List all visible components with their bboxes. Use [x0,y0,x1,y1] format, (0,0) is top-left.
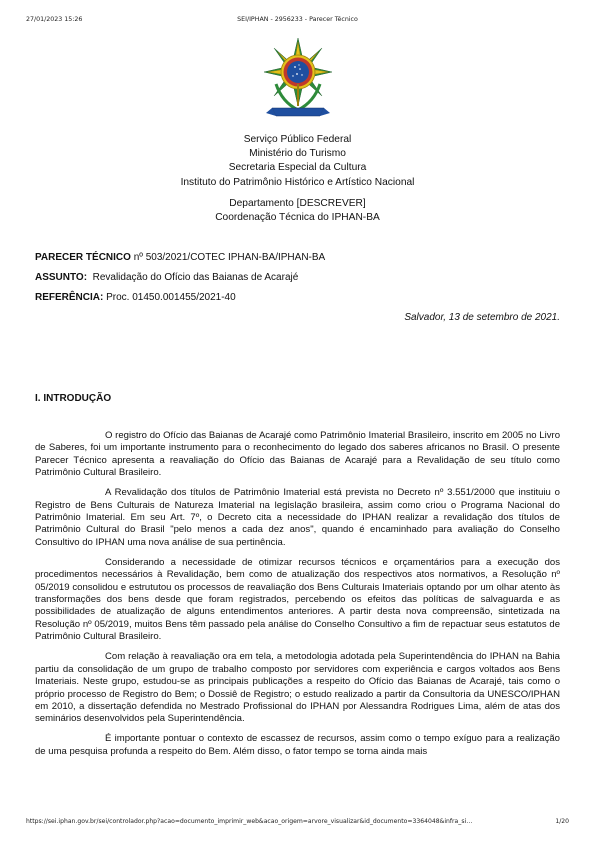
print-footer [26,818,569,828]
print-url: https://sei.iphan.gov.br/sei/controlador.php?acao=documento_imprimir_web&acao_origem=arvore_visualizar&id_documento=3364048&infra_si… [26,818,473,825]
referencia-value: Proc. 01450.001455/2021-40 [103,292,236,303]
referencia-line [35,292,236,303]
dateline: Salvador, 13 de setembro de 2021. [404,312,560,323]
brazil-coat-of-arms-icon [262,36,334,122]
organization-block [0,133,595,190]
org-line-2: Ministério do Turismo [249,148,346,160]
section-title: I. INTRODUÇÃO [35,393,112,404]
print-header [26,16,569,26]
department-block [0,197,595,225]
parecer-line [35,252,325,263]
paragraph: Com relação à reavaliação ora em tela, a metodologia adotada pela Superintendência do IPHAN na Bahia partiu da consolidação de um grupo de trabalho composto por servidores com experiência e cargos voltados aos Bens Imateriais. Neste grupo, estudou-se as principais publicações a respeito do Ofício das Baianas de Acarajé, tais como o próprio processo de Registro do Bem; o Dossiê de Registro; o estudo realizado a partir da Consultoria da UNESCO/IPHAN em 2010, a dissertação defendida no Mestrado Profissional do IPHAN por Alessandra Rodrigues Lima, além de atas dos seminários desenvolvidos pela Superintendência. [35,651,560,725]
assunto-line [35,272,298,283]
assunto-value: Revalidação do Ofício das Baianas de Acarajé [87,272,299,283]
dept-line-1: Departamento [DESCREVER] [229,198,366,209]
org-line-4: Instituto do Patrimônio Histórico e Artístico Nacional [180,176,415,188]
paragraph: É importante pontuar o contexto de escassez de recursos, assim como o tempo exíguo para a realização de uma pesquisa profunda a respeito do Bem. Além disso, o fator tempo se torna ainda mais [35,733,560,757]
dept-line-2: Coordenação Técnica do IPHAN-BA [215,212,380,224]
org-line-1: Serviço Público Federal [243,134,352,145]
parecer-value: nº 503/2021/COTEC IPHAN-BA/IPHAN-BA [130,252,326,263]
referencia-label: REFERÊNCIA: [35,292,104,303]
page-number: 1/20 [555,818,569,825]
print-timestamp: 27/01/2023 15:26 [26,16,83,23]
document-body [35,430,560,766]
paragraph: A Revalidação dos títulos de Patrimônio Imaterial está prevista no Decreto nº 3.551/2000 que instituiu o Registro de Bens Culturais de Natureza Imaterial na legislação brasileira, assim como criou o Programa Nacional do Patrimônio Imaterial. Em seu Art. 7º, o Decreto cita a necessidade do IPHAN realizar a revalidação dos títulos de Patrimônio Cultural do Brasil "pelo menos a cada dez anos", quando é encaminhado para avaliação do Conselho Consultivo do IPHAN uma nova análise de sua pertinência. [35,487,560,548]
print-title: SEI/IPHAN - 2956233 - Parecer Técnico [237,16,358,23]
parecer-label: PARECER TÉCNICO [35,252,131,263]
assunto-label: ASSUNTO: [35,272,88,283]
org-line-3: Secretaria Especial da Cultura [228,162,367,174]
paragraph: O registro do Ofício das Baianas de Acarajé como Patrimônio Imaterial Brasileiro, inscrito em 2005 no Livro de Saberes, foi um importante instrumento para o reconhecimento do legado dos saberes africanos no Brasil. O presente Parecer Técnico apresenta a reavaliação do Ofício das Baianas de Acarajé para a Revalidação de seu título como Patrimônio Cultural Brasileiro. [35,430,560,479]
paragraph: Considerando a necessidade de otimizar recursos técnicos e orçamentários para a execução dos procedimentos necessários à Revalidação, bem como de atualização dos respectivos atos normativos, a Resolução nº 05/2019 consolidou e estrututou os processos de reavaliação dos Bens Culturais Imateriais optando por um olhar atento às transformações dos bens desde que foram registrados, percebendo os efeitos das políticas de salvaguarda e as possibilidades de atualização de alguns entendimentos anteriores. A partir desta nova compreensão, sintetizada na Resolução nº 05/2019, muitos Bens têm passado pela análise do Conselho Consultivo a fim de repactuar seus estatutos de Patrimônio Cultural Brasileiro. [35,556,560,643]
